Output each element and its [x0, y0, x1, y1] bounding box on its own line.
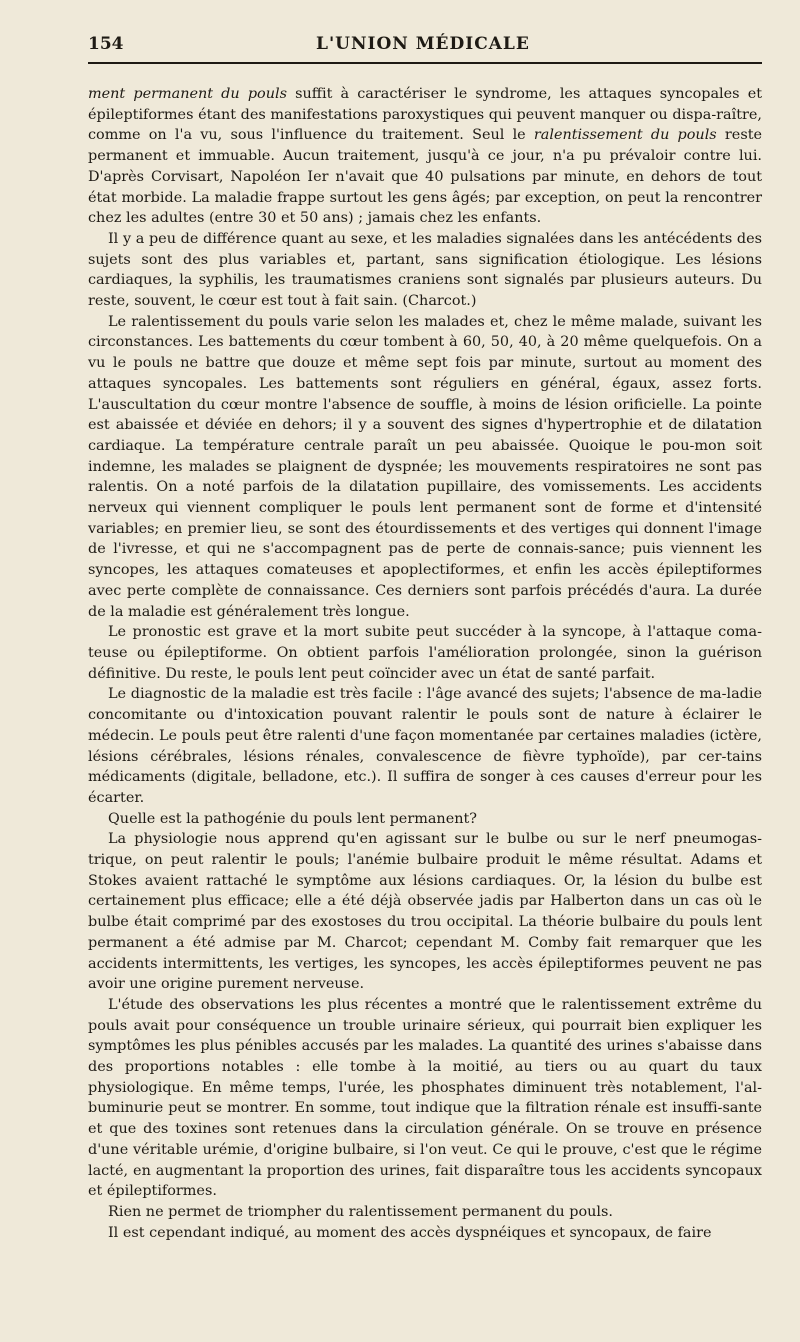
paragraph-7: La physiologie nous apprend qu'en agissant sur le bulbe ou sur le nerf pneumogas-trique, on peut ralentir le pouls; l'anémie bulbaire produit le même résultat. Adams et Stokes avaient rattaché le symptôme aux lésions cardiaques. Or, la lésion du bulbe est certainement plus efficace; elle a été déjà observée jadis par Halberton dans un cas où le bulbe était comprimé par des exostoses du trou occipital. La théorie bulbaire du pouls lent permanent a été admise par M. Charcot; cependant M. Comby fait remarquer que les accidents intermittents, les vertiges, les syncopes, les accès épileptiformes peuvent ne pas avoir une origine purement nerveuse.: [88, 831, 762, 993]
paragraph-8: L'étude des observations les plus récentes a montré que le ralentissement extrême du pouls avait pour conséquence un trouble urinaire sérieux, qui pourrait bien expliquer les symptômes les plus pénibles accusés par les malades. La quantité des urines s'abaisse dans des proportions notables : elle tombe à la moitié, au tiers ou au quart du taux physiologique. En même temps, l'urée, les phosphates diminuent très notablement, l'al-buminurie peut se montrer. En somme, tout indique que la filtration rénale est insuffi-sante et que des toxines sont retenues dans la circulation générale. On se trouve en présence d'une véritable urémie, d'origine bulbaire, si l'on veut. Ce qui le prouve, c'est que le régime lacté, en augmentant la proportion des urines, fait disparaître tous les accidents syncopaux et épileptiformes.: [88, 996, 762, 1200]
paragraph-3: Le ralentissement du pouls varie selon les malades et, chez le même malade, suivant les circonstances. Les battements du cœur tombent à 60, 50, 40, à 20 même quelquefois. On a vu le pouls ne battre que douze et même sept fois par minute, surtout au moment des attaques syncopales. Les battements sont réguliers en général, égaux, assez forts. L'auscultation du cœur montre l'absence de souffle, à moins de lésion orificielle. La pointe est abaissée et déviée en dehors; il y a souvent des signes d'hypertrophie et de dilatation cardiaque. La température centrale paraît un peu abaissée. Quoique le pou-mon soit indemne, les malades se plaignent de dyspnée; les mouvements respiratoires ne sont pas ralentis. On a noté parfois de la dilatation pupillaire, des vomissements. Les accidents nerveux qui viennent compliquer le pouls lent permanent sont de forme et d'intensité variables; en premier lieu, se sont des étourdissements et des vertiges qui donnent l'image de l'ivresse, et qui ne s'accompagnent pas de perte de connais-sance; puis viennent les syncopes, les attaques comateuses et apoplectiformes, et enfin les accès épileptiformes avec perte complète de connaissance. Ces derniers sont parfois précédés d'aura. La durée de la maladie est généralement très longue.: [88, 313, 762, 620]
paragraph-10: Il est cependant indiqué, au moment des accès dyspnéiques et syncopaux, de faire: [108, 1224, 712, 1241]
running-title: L'UNION MÉDICALE: [316, 34, 530, 54]
paragraph-2: Il y a peu de différence quant au sexe, et les maladies signalées dans les antécédents des sujets sont des plus variables et, partant, sans signification étiologique. Les lésions cardiaques, la syphilis, les traumatismes craniens sont signalés par plusieurs auteurs. Du reste, souvent, le cœur est tout à fait sain. (Charcot.): [88, 230, 762, 310]
paragraph-1-text: suffit à caractériser le syndrome, les attaques syncopales et épileptiformes étant des manifestations paroxystiques qui peuvent manquer ou dispa-raître, comme on l'a vu, sous l'influence du traitement. Seul le: [88, 86, 762, 144]
italic-lead: ment permanent du pouls: [88, 86, 287, 102]
paragraph-1: [88, 84, 762, 229]
paragraph-6: Quelle est la pathogénie du pouls lent permanent?: [108, 810, 477, 827]
article-body: [88, 84, 762, 1243]
page-number: 154: [88, 34, 124, 54]
paragraph-4: Le pronostic est grave et la mort subite peut succéder à la syncope, à l'attaque coma-teuse ou épileptiforme. On obtient parfois l'amélioration prolongée, sinon la guérison définitive. Du reste, le pouls lent peut coïncider avec un état de santé parfait.: [88, 624, 762, 682]
italic-phrase: ralentissement du pouls: [533, 127, 717, 144]
paragraph-1-end: reste permanent et immuable. Aucun traitement, jusqu'à ce jour, n'a pu prévaloir contre lui. D'après Corvisart, Napoléon Ier n'avait que 40 pulsations par minute, en dehors de tout état morbide. La maladie frappe surtout les gens âgés; par exception, on peut la rencontrer chez les adultes (entre 30 et 50 ans) ; jamais chez les enfants.: [88, 127, 763, 227]
paragraph-9: Rien ne permet de triompher du ralentissement permanent du pouls.: [108, 1203, 613, 1220]
paragraph-5: Le diagnostic de la maladie est très facile : l'âge avancé des sujets; l'absence de ma-ladie concomitante ou d'intoxication pouvant ralentir le pouls sont de nature à éclairer le médecin. Le pouls peut être ralenti d'une façon momentanée par certaines maladies (ictère, lésions cérébrales, lésions rénales, convalescence de fièvre typhoïde), par cer-tains médicaments (digitale, belladone, etc.). Il suffira de songer à ces causes d'erreur pour les écarter.: [88, 686, 762, 806]
page-header: [88, 34, 762, 64]
